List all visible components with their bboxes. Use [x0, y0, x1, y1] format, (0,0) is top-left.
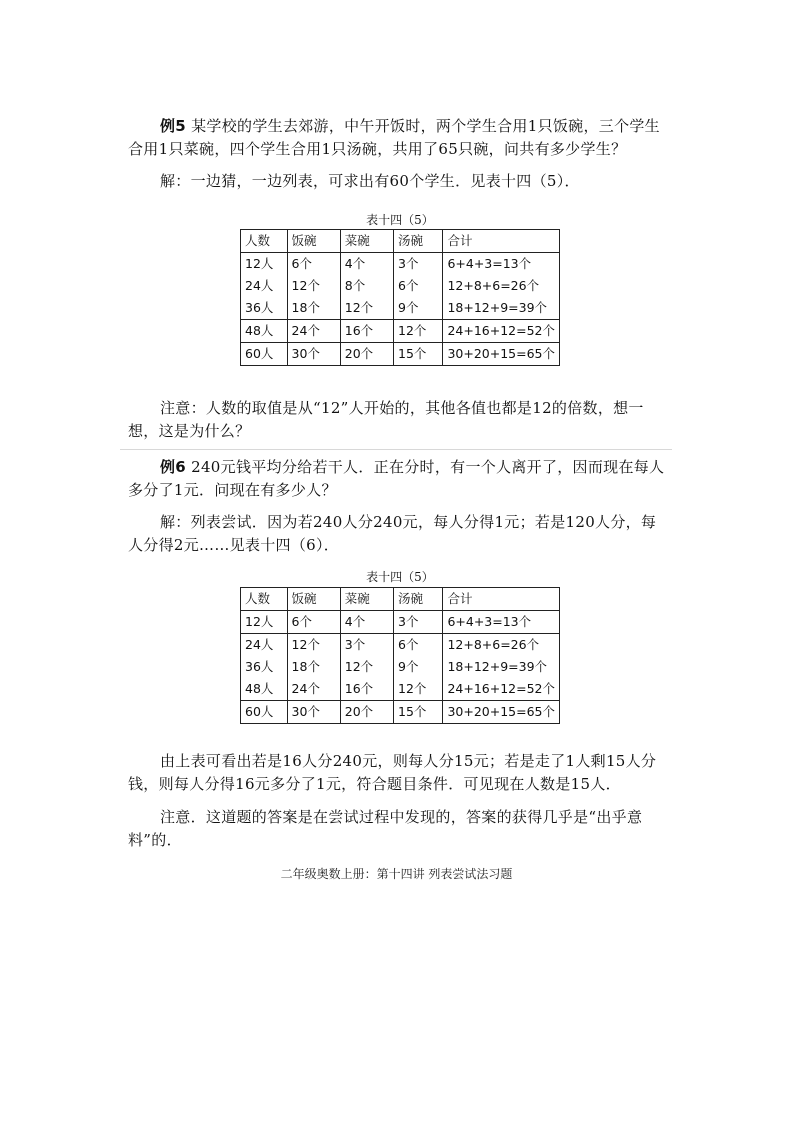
table-cell: 3个 — [340, 634, 393, 657]
table-cell: 4个 — [340, 253, 393, 276]
example6-solution: 解：列表尝试．因为若240人分240元，每人分得1元；若是120人分，每人分得2元……见表十四（6）． — [128, 513, 657, 554]
table-cell: 24+16+12=52个 — [443, 320, 560, 343]
table-row — [241, 701, 560, 724]
table-cell: 6个 — [394, 634, 443, 657]
table-cell: 36人 — [241, 297, 288, 320]
table1-header-cell: 人数 — [241, 230, 288, 253]
table2-caption: 表十四（5） — [366, 570, 434, 584]
table-cell: 60人 — [241, 343, 288, 366]
table-cell: 30+20+15=65个 — [443, 701, 560, 724]
table-row — [241, 634, 560, 657]
example6-problem-text: 240元钱平均分给若干人．正在分时，有一个人离开了，因而现在每人多分了1元．问现在有多少人？ — [128, 458, 665, 499]
table-cell: 30个 — [287, 701, 340, 724]
example6-problem — [128, 456, 668, 502]
table-cell: 12+8+6=26个 — [443, 634, 560, 657]
table-row — [241, 678, 560, 701]
table2-header-cell: 饭碗 — [287, 588, 340, 611]
table-row — [241, 253, 560, 276]
table1-caption: 表十四（5） — [366, 213, 434, 227]
table2-header-cell: 人数 — [241, 588, 288, 611]
table1-header-cell: 菜碗 — [340, 230, 393, 253]
table-row — [241, 297, 560, 320]
table-cell: 16个 — [340, 678, 393, 701]
table-cell: 24人 — [241, 634, 288, 657]
table-cell: 12个 — [394, 678, 443, 701]
table-cell: 24+16+12=52个 — [443, 678, 560, 701]
table-row — [241, 611, 560, 634]
table-row — [241, 343, 560, 366]
table-cell: 48人 — [241, 320, 288, 343]
table-cell: 6个 — [287, 611, 340, 634]
table-cell: 18个 — [287, 656, 340, 678]
table-cell: 12个 — [287, 275, 340, 297]
table-cell: 20个 — [340, 343, 393, 366]
table-cell: 18+12+9=39个 — [443, 656, 560, 678]
table-cell: 30+20+15=65个 — [443, 343, 560, 366]
table1 — [240, 229, 560, 366]
example5-problem — [128, 115, 668, 161]
table-cell: 24个 — [287, 678, 340, 701]
example5-label: 例5 — [160, 117, 187, 135]
section-divider — [120, 449, 672, 450]
example5-problem-text: 某学校的学生去郊游，中午开饭时，两个学生合用1只饭碗，三个学生合用1只菜碗，四个学生合用1只汤碗，共用了65只碗，问共有多少学生？ — [128, 117, 660, 158]
table-cell: 12+8+6=26个 — [443, 275, 560, 297]
example5-solution: 解：一边猜，一边列表，可求出有60个学生．见表十四（5）． — [160, 172, 580, 190]
table-cell: 24人 — [241, 275, 288, 297]
example6-label: 例6 — [160, 458, 187, 476]
table-row — [241, 320, 560, 343]
table-cell: 4个 — [340, 611, 393, 634]
table-cell: 6个 — [287, 253, 340, 276]
example5-note: 注意：人数的取值是从“12”人开始的，其他各值也都是12的倍数，想一想，这是为什么？ — [128, 399, 644, 440]
example6-note: 注意．这道题的答案是在尝试过程中发现的，答案的获得几乎是“出乎意料”的． — [128, 808, 643, 849]
example6-conclusion: 由上表可看出若是16人分240元，则每人分15元；若是走了1人剩15人分钱，则每人分得16元多分了1元，符合题目条件．可见现在人数是15人． — [128, 752, 657, 793]
table-cell: 6个 — [394, 275, 443, 297]
table-cell: 3个 — [394, 611, 443, 634]
table-cell: 12人 — [241, 611, 288, 634]
table-cell: 48人 — [241, 678, 288, 701]
table1-header-cell: 汤碗 — [394, 230, 443, 253]
table-cell: 18个 — [287, 297, 340, 320]
table-cell: 9个 — [394, 656, 443, 678]
table-cell: 9个 — [394, 297, 443, 320]
table2-header-row — [241, 588, 560, 611]
table-cell: 12个 — [340, 656, 393, 678]
table-cell: 24个 — [287, 320, 340, 343]
table-cell: 16个 — [340, 320, 393, 343]
table2-header-cell: 合计 — [443, 588, 560, 611]
table2-header-cell: 汤碗 — [394, 588, 443, 611]
table-cell: 15个 — [394, 701, 443, 724]
table-cell: 12个 — [394, 320, 443, 343]
table2 — [240, 587, 560, 724]
table-cell: 6+4+3=13个 — [443, 611, 560, 634]
table-cell: 15个 — [394, 343, 443, 366]
table2-header-cell: 菜碗 — [340, 588, 393, 611]
table1-header-cell: 合计 — [443, 230, 560, 253]
table-cell: 3个 — [394, 253, 443, 276]
table1-header-cell: 饭碗 — [287, 230, 340, 253]
table-cell: 6+4+3=13个 — [443, 253, 560, 276]
table-cell: 60人 — [241, 701, 288, 724]
table-cell: 36人 — [241, 656, 288, 678]
table-row — [241, 656, 560, 678]
table-cell: 12个 — [340, 297, 393, 320]
table-cell: 20个 — [340, 701, 393, 724]
table-cell: 12个 — [287, 634, 340, 657]
table-cell: 30个 — [287, 343, 340, 366]
table-cell: 8个 — [340, 275, 393, 297]
table-cell: 18+12+9=39个 — [443, 297, 560, 320]
table-row — [241, 275, 560, 297]
table1-header-row — [241, 230, 560, 253]
table-cell: 12人 — [241, 253, 288, 276]
page-footer: 二年级奥数上册：第十四讲 列表尝试法习题 — [280, 867, 513, 881]
